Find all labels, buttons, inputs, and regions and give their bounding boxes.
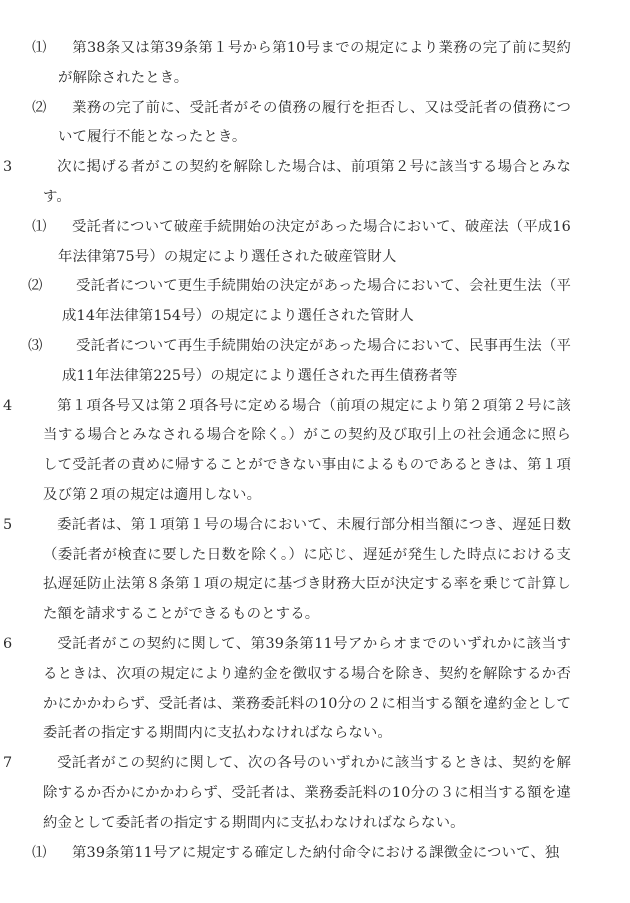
paragraph-text: 次に掲げる者がこの契約を解除した場合は、前項第２号に該当する場合とみなす。 — [43, 159, 571, 205]
sub-item-paragraph — [0, 34, 630, 94]
numbered-paragraph — [0, 153, 630, 213]
item-marker: ⑴ — [32, 40, 47, 56]
item-marker: ⑵ — [28, 278, 43, 295]
sub-item-paragraph — [0, 839, 630, 869]
item-marker: 6 — [3, 635, 13, 652]
paragraph-text: 第39条第11号アに規定する確定した納付命令における課徴金について、独 — [72, 844, 560, 861]
numbered-paragraph — [0, 749, 630, 838]
paragraph-text: 受託者がこの契約に関して、次の各号のいずれかに該当するときは、契約を解除するか否かにかかわらず、受託者は、業務委託料の10分の３に相当する額を違約金として委託者の指定する期間内に支払わなければならない。 — [43, 755, 571, 831]
item-marker: 5 — [3, 516, 13, 533]
paragraph-text: 業務の完了前に、受託者がその債務の履行を拒否し、又は受託者の債務について履行不能となったとき。 — [58, 99, 571, 146]
document-body — [0, 34, 630, 868]
paragraph-text: 第38条又は第39条第１号から第10号までの規定により業務の完了前に契約が解除されたとき。 — [58, 40, 571, 86]
item-marker: ⑵ — [32, 99, 47, 116]
item-marker: 7 — [3, 755, 13, 772]
item-marker: ⑴ — [32, 218, 47, 235]
sub-item-paragraph — [0, 332, 630, 392]
paragraph-text: 委託者は、第１項第１号の場合において、未履行部分相当額につき、遅延日数（委託者が検査に要した日数を除く。）に応じ、遅延が発生した時点における支払遅延防止法第８条第１項の規定に基づき財務大臣が決定する率を乗じて計算した額を請求することができるものとする。 — [43, 516, 571, 623]
item-marker: 3 — [3, 159, 13, 176]
sub-item-paragraph — [0, 213, 630, 273]
numbered-paragraph — [0, 392, 630, 511]
paragraph-text: 受託者について再生手続開始の決定があった場合において、民事再生法（平成11年法律第225号）の規定により選任された再生債務者等 — [62, 337, 571, 384]
paragraph-text: 受託者について更生手続開始の決定があった場合において、会社更生法（平成14年法律第154号）の規定により選任された管財人 — [62, 278, 571, 325]
numbered-paragraph — [0, 511, 630, 630]
sub-item-paragraph — [0, 94, 630, 154]
item-marker: ⑴ — [32, 844, 47, 861]
paragraph-text: 受託者について破産手続開始の決定があった場合において、破産法（平成16年法律第75号）の規定により選任された破産管財人 — [58, 218, 571, 265]
sub-item-paragraph — [0, 272, 630, 332]
item-marker: 4 — [3, 397, 13, 414]
numbered-paragraph — [0, 630, 630, 749]
paragraph-text: 第１項各号又は第２項各号に定める場合（前項の規定により第２項第２号に該当する場合とみなされる場合を除く。）がこの契約及び取引上の社会通念に照らして受託者の責めに帰することができない事由によるものであるときは、第１項及び第２項の規定は適用しない。 — [43, 397, 571, 503]
paragraph-text: 受託者がこの契約に関して、第39条第11号アからオまでのいずれかに該当するときは、次項の規定により違約金を徴収する場合を除き、契約を解除するか否かにかかわらず、受託者は、業務委託料の10分の２に相当する額を違約金として委託者の指定する期間内に支払わなければならない。 — [43, 635, 571, 742]
item-marker: ⑶ — [28, 337, 43, 354]
